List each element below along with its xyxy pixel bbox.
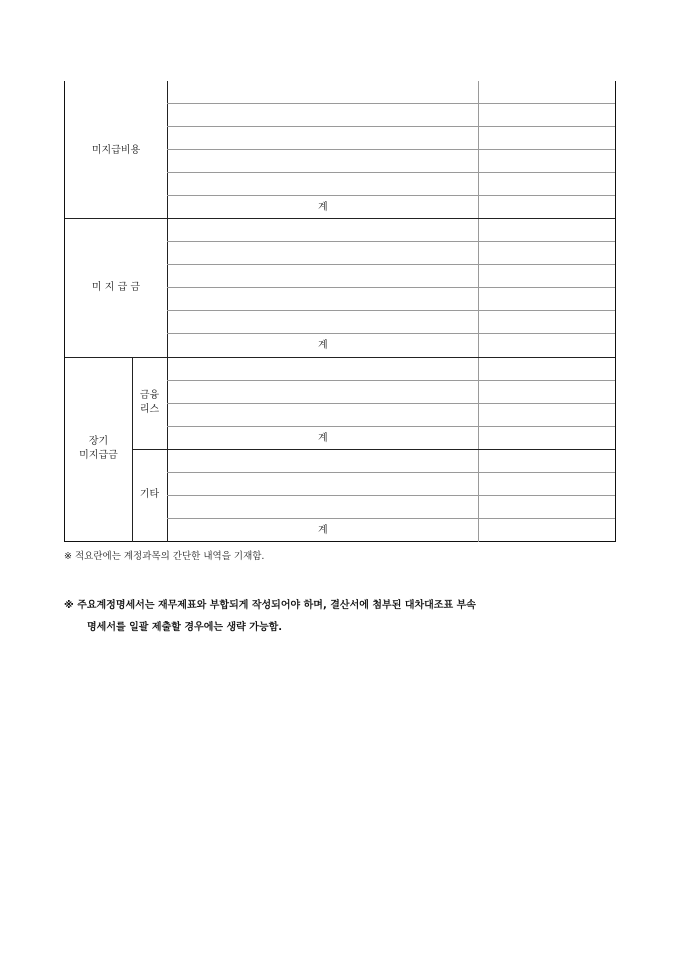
row-line — [167, 126, 615, 127]
row-line — [167, 333, 615, 334]
row-line — [167, 380, 615, 381]
row-line — [167, 518, 615, 519]
row-line — [167, 103, 615, 104]
main-note-line1: ※ 주요계정명세서는 재무제표와 부합되게 작성되어야 하며, 결산서에 첨부된 대차대조표 부속 — [64, 600, 476, 611]
row-line — [167, 241, 615, 242]
row-line — [167, 426, 615, 427]
remarks-note: ※ 적요란에는 계정과목의 간단한 내역을 기재함. — [64, 551, 265, 562]
finance-lease-total-label: 계 — [318, 433, 328, 444]
long-term-payables-label: 장기 미지급금 — [79, 436, 118, 461]
row-line — [167, 195, 615, 196]
section-divider — [65, 218, 615, 219]
payables-detail-table — [64, 81, 616, 542]
main-note-line2: 명세서를 일괄 제출할 경우에는 생략 가능함. — [87, 622, 283, 633]
row-line — [167, 149, 615, 150]
accounts-payable-total-label: 계 — [318, 340, 328, 351]
accounts-payable-label: 미 지 급 금 — [91, 282, 141, 293]
row-line — [167, 403, 615, 404]
unpaid-expenses-total-label: 계 — [318, 202, 328, 213]
other-total-label: 계 — [318, 525, 328, 536]
row-line — [167, 310, 615, 311]
section-divider — [65, 357, 615, 358]
row-line — [167, 472, 615, 473]
other-label: 기타 — [139, 489, 160, 500]
row-line — [167, 495, 615, 496]
row-line — [167, 264, 615, 265]
row-line — [167, 287, 615, 288]
subsection-divider — [132, 449, 615, 450]
finance-lease-label: 금융 리스 — [139, 390, 160, 415]
unpaid-expenses-label: 미지급비용 — [91, 145, 141, 156]
row-line — [167, 172, 615, 173]
